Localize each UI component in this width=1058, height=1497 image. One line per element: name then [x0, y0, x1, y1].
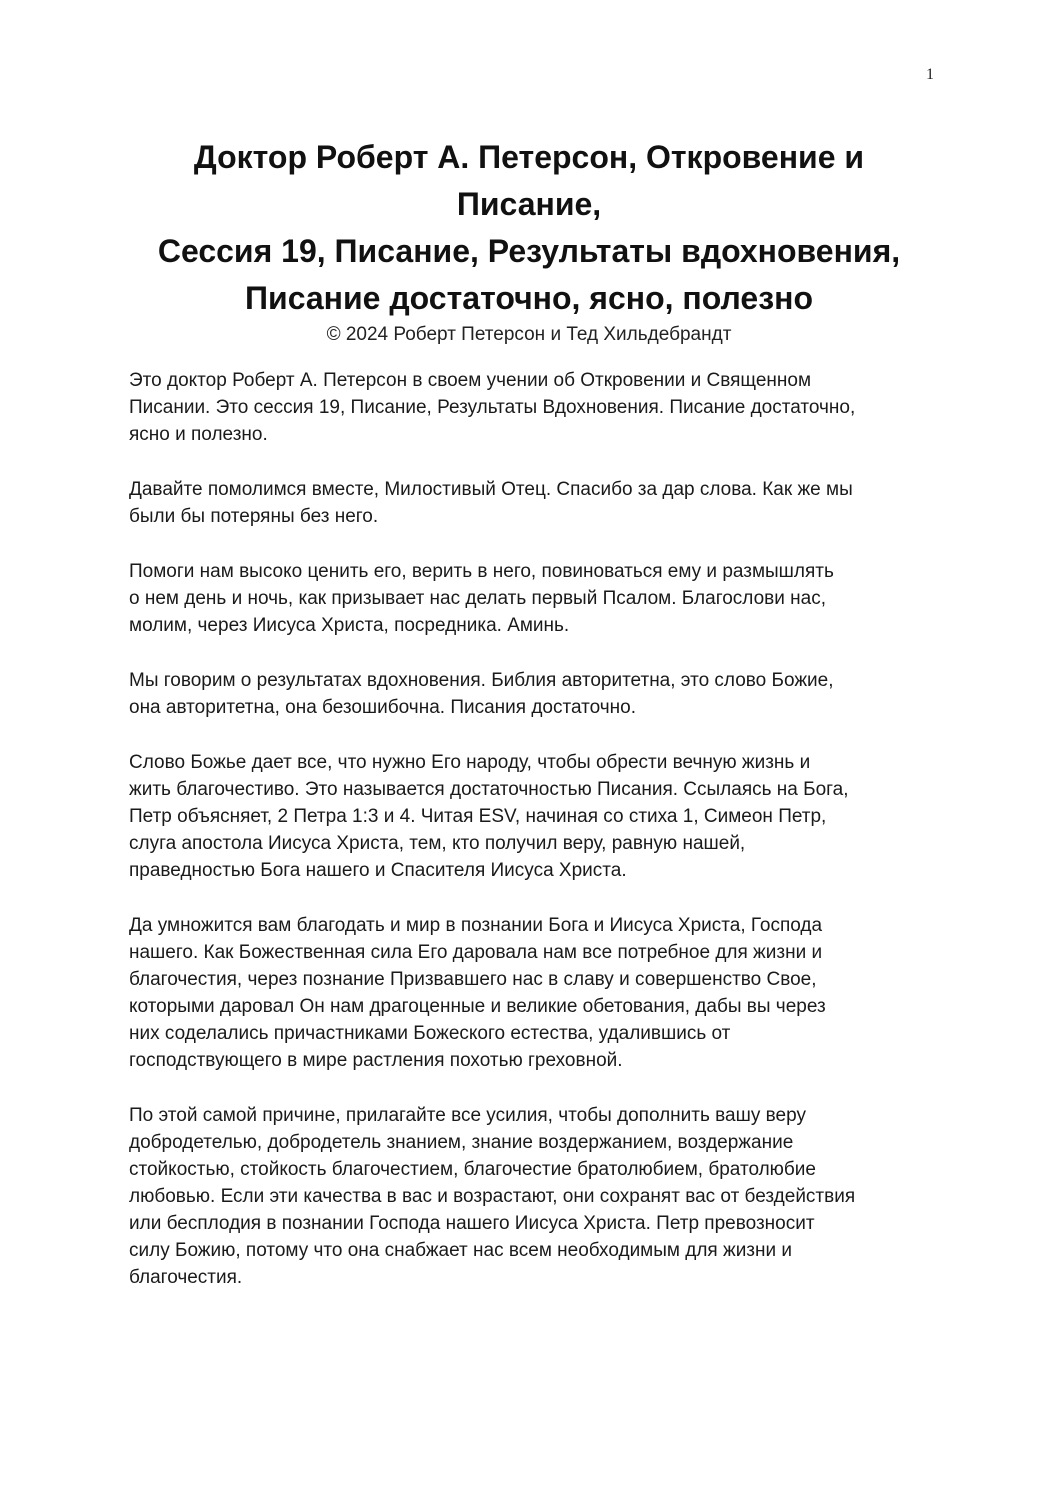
paragraph-intro — [129, 367, 929, 448]
paragraph-scripture-quote — [129, 912, 929, 1074]
title-block — [100, 134, 958, 348]
title-line-2: Писание, — [456, 186, 602, 222]
paragraph-line: она авторитетна, она безошибочна. Писания достаточно. — [129, 697, 636, 718]
paragraph-line: ясно и полезно. — [129, 424, 268, 445]
paragraph-line: Это доктор Роберт А. Петерсон в своем учении об Откровении и Священном — [129, 370, 812, 391]
paragraph-line: Давайте помолимся вместе, Милостивый Отец. Спасибо за дар слова. Как же мы — [129, 479, 853, 500]
paragraph-prayer — [129, 558, 929, 639]
paragraph-line: По этой самой причине, прилагайте все усилия, чтобы дополнить вашу веру — [129, 1105, 806, 1126]
paragraph-line: Помоги нам высоко ценить его, верить в него, повиноваться ему и размышлять — [129, 561, 834, 582]
paragraph-line: были бы потеряны без него. — [129, 506, 379, 527]
paragraph-line: нашего. Как Божественная сила Его даровала нам все потребное для жизни и — [129, 942, 823, 963]
paragraph-line: о нем день и ночь, как призывает нас делать первый Псалом. Благослови нас, — [129, 588, 826, 609]
paragraph-line: Петр объясняет, 2 Петра 1:3 и 4. Читая ESV, начиная со стиха 1, Симеон Петр, — [129, 806, 827, 827]
paragraph-results — [129, 667, 929, 721]
paragraph-line: Да умножится вам благодать и мир в познании Бога и Иисуса Христа, Господа — [129, 915, 823, 936]
paragraph-prayer-opening — [129, 476, 929, 530]
title-line-1: Доктор Роберт А. Петерсон, Откровение и — [193, 139, 865, 175]
document-body — [129, 367, 929, 1319]
copyright-line: © 2024 Роберт Петерсон и Тед Хильдебрандт — [326, 324, 732, 345]
paragraph-line: праведностью Бога нашего и Спасителя Иисуса Христа. — [129, 860, 627, 881]
paragraph-line: них соделались причастниками Божеского естества, удалившись от — [129, 1023, 731, 1044]
paragraph-line: которыми даровал Он нам драгоценные и великие обетования, дабы вы через — [129, 996, 826, 1017]
paragraph-line: господствующего в мире растления похотью греховной. — [129, 1050, 623, 1071]
paragraph-line: благочестия, через познание Призвавшего нас в славу и совершенство Свое, — [129, 969, 817, 990]
paragraph-line: Писании. Это сессия 19, Писание, Результаты Вдохновения. Писание достаточно, — [129, 397, 856, 418]
title-line-3: Сессия 19, Писание, Результаты вдохновения, — [157, 233, 901, 269]
paragraph-line: любовью. Если эти качества в вас и возрастают, они сохранят вас от бездействия — [129, 1186, 856, 1207]
paragraph-sufficiency — [129, 749, 929, 884]
paragraph-line: слуга апостола Иисуса Христа, тем, кто получил веру, равную нашей, — [129, 833, 746, 854]
paragraph-line: силу Божию, потому что она снабжает нас всем необходимым для жизни и — [129, 1240, 793, 1261]
paragraph-line: Мы говорим о результатах вдохновения. Библия авторитетна, это слово Божие, — [129, 670, 834, 691]
paragraph-line: стойкостью, стойкость благочестием, благочестие братолюбием, братолюбие — [129, 1159, 816, 1180]
paragraph-line: молим, через Иисуса Христа, посредника. Аминь. — [129, 615, 570, 636]
page-number: 1 — [926, 66, 934, 83]
paragraph-line: жить благочестиво. Это называется достаточностью Писания. Ссылаясь на Бога, — [129, 779, 849, 800]
title-line-4: Писание достаточно, ясно, полезно — [245, 280, 813, 316]
paragraph-line: добродетелью, добродетель знанием, знание воздержанием, воздержание — [129, 1132, 794, 1153]
paragraph-line: благочестия. — [129, 1267, 243, 1288]
paragraph-line: или бесплодия в познании Господа нашего Иисуса Христа. Петр превозносит — [129, 1213, 815, 1234]
paragraph-line: Слово Божье дает все, что нужно Его народу, чтобы обрести вечную жизнь и — [129, 752, 811, 773]
paragraph-virtues — [129, 1102, 929, 1291]
